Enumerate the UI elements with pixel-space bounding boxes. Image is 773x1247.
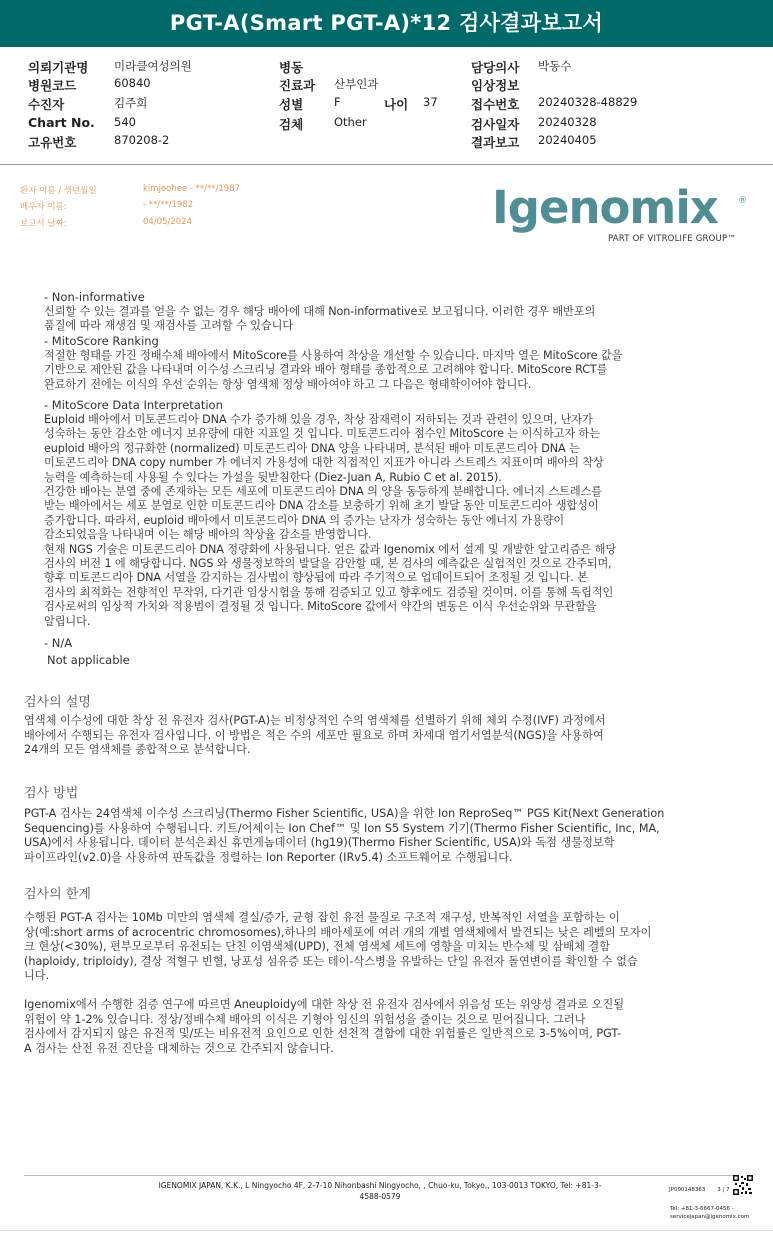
collector-value: 김주희	[114, 96, 148, 110]
text-line: Sequencing)를 사용하여 수행됩니다. 키트/어세이는 Ion Chef™ 및 Ion S5 System 기기(Thermo Fisher Scientific, Inc, MA,	[24, 821, 660, 835]
text-line: 염색체 이수성에 대한 착상 전 유전자 검사(PGT-A)는 비정상적인 수의 염색체를 선별하기 위해 체외 수정(IVF) 과정에서	[24, 714, 606, 727]
page-bottom-divider	[0, 1230, 773, 1231]
test-method-text	[24, 807, 744, 865]
address-line: IGENOMIX JAPAN, K.K., L Ningyocho 4F, 2-7-10 Nihonbashi Ningyocho, , Chuo-ku, Tokyo,, 103-0013 TOKYO, Tel: +81-3-	[158, 1181, 602, 1190]
chart-value: 540	[114, 115, 136, 129]
address-line: 4588-0579	[359, 1192, 401, 1201]
footer-divider	[24, 1175, 749, 1176]
test-limitations-text	[24, 911, 744, 984]
text-line: 검사에서 감지되지 않은 유전적 및/또는 비유전적 요인으로 인한 선천적 결함에 대한 위험률은 일반적으로 3-5%이며, PGT-	[24, 1027, 622, 1041]
specimen-value: Other	[334, 115, 367, 129]
qr-code-icon	[733, 1175, 753, 1195]
specimen-label: 검체	[279, 117, 304, 132]
request-info	[0, 56, 773, 164]
noninformative-text	[44, 305, 744, 334]
text-line: 증가합니다. 따라서, euploid 배아에서 미토콘드리아 DNA 의 증가는 난자가 성숙하는 동안 에너지 가용량이	[44, 513, 565, 527]
doc-code: JP000148363	[669, 1187, 706, 1193]
text-line: 상(예:short arms of acrocentric chromosomes),하나의 배아세포에 여러 개의 개별 염색체에서 발견되는 낮은 레벨의 모자이	[24, 925, 652, 939]
receipt-value: 20240328-48829	[538, 95, 638, 109]
spouse-value: - **/**/1982	[143, 200, 194, 210]
text-line: 적절한 형태를 가진 정배수체 배아에서 MitoScore를 사용하여 착상을 개선할 수 있습니다. 마지막 열은 MitoScore 값을	[44, 349, 623, 362]
collector-label: 수진자	[28, 97, 65, 112]
hospital-value: 미라클여성의원	[114, 59, 192, 73]
test-limitations-text-2	[24, 998, 744, 1056]
text-line: 니다.	[24, 969, 50, 983]
text-line: 파이프라인(v2.0)을 사용하여 판독값을 정렬하는 Ion Reporter (IRv5.4) 소프트웨어로 수행됩니다.	[24, 850, 513, 864]
patient-name-label: 환자 이름 / 생년월일	[20, 186, 97, 196]
text-line: 신뢰할 수 있는 결과를 얻을 수 없는 경우 해당 배아에 대해 Non-informative로 보고됩니다. 이러한 경우 배반포의	[44, 305, 596, 318]
test-limitations-title: 검사의 한계	[24, 887, 91, 902]
logo-tagline: PART OF VITROLIFE GROUP™	[608, 234, 737, 244]
age-label: 나이	[384, 97, 409, 112]
report-date-value: 20240405	[538, 133, 597, 147]
chart-label: Chart No.	[28, 115, 95, 130]
text-line: euploid 배아의 정규화한 (normalized) 미토콘드리아 DNA 양을 나타내며, 분석된 배아 미토콘드리아 DNA 는	[44, 441, 580, 455]
dept-label: 진료과	[279, 78, 316, 93]
mitoscore-ranking-text	[44, 349, 744, 392]
text-line: 검사의 버전 1 에 해당합니다. NGS 와 생물정보학의 발달을 감안할 때, 본 검사의 예측값은 실험적인 것으로 간주되며,	[44, 557, 612, 571]
text-line: 완료하기 전에는 이식의 우선 순위는 항상 염색체 정상 배아여야 하고 그 다음은 형태학이어야 합니다.	[44, 377, 532, 391]
report-title: PGT-A(Smart PGT-A)*12 검사결과보고서	[0, 0, 773, 47]
text-line: 향후 미토콘드리아 DNA 서열을 감지하는 검사법이 향상됨에 따라 주기적으로 업데이트되어 조정될 것 입니다. 본	[44, 571, 588, 585]
text-line: PGT-A 검사는 24염색체 이수성 스크리닝(Thermo Fisher Scientific, USA)을 위한 Ion ReproSeq™ PGS Kit(Next Generation	[24, 807, 665, 820]
text-line: 품질에 따라 재생검 및 재검사를 고려할 수 있습니다	[44, 319, 294, 333]
hospital-label: 의뢰기관명	[28, 60, 89, 75]
text-line: A 검사는 산전 유전 진단을 대체하는 것으로 간주되지 않습니다.	[24, 1041, 334, 1055]
footer-contact	[670, 1205, 749, 1221]
text-line: 수행된 PGT-A 검사는 10Mb 미만의 염색체 결실/증가, 균형 잡힌 유전 물질로 구조적 재구성, 반복적인 서열을 포함하는 이	[24, 911, 620, 924]
logo-registered-mark: ®	[738, 196, 747, 206]
test-date-label: 검사일자	[471, 117, 520, 132]
doctor-value: 박동수	[538, 59, 572, 73]
text-line: USA)에서 사용됩니다. 데이터 분석은최신 휴먼게놈데이터 (hg19)(Thermo Fisher Scientific, USA)와 독점 생물정보학	[24, 836, 615, 850]
na-heading: - N/A	[44, 636, 73, 650]
dept-value: 산부인과	[334, 77, 379, 91]
mitoscore-ranking-heading: - MitoScore Ranking	[44, 334, 159, 348]
footer-doc-code	[669, 1187, 730, 1193]
logo-wordmark: Igenomix	[492, 181, 718, 234]
test-method-title: 검사 방법	[24, 786, 79, 801]
mitoscore-interpretation-heading: - MitoScore Data Interpretation	[44, 398, 223, 412]
test-description-text	[24, 714, 744, 758]
report-date-label-2: 보고서 날짜:	[20, 219, 67, 229]
text-line: 기반으로 제안된 값을 나타내며 이수성 스크리닝 결과와 배아 형태를 종합적으로 고려해야 합니다. MitoScore RCT를	[44, 363, 608, 377]
text-line: (haploidy, triploidy), 결상 적혈구 빈혈, 낭포성 섬유증 또는 테이-삭스병을 유발하는 단일 유전자 돌연변이를 확인할 수 없습	[24, 954, 638, 968]
igenomix-logo	[492, 182, 752, 248]
sex-value: F	[334, 95, 341, 109]
text-line: 받는 배아에서는 세포 분열로 인한 미토콘드리아 DNA 감소를 보충하기 위해 초기 발달 동안 미토콘드리아 생합성이	[44, 499, 599, 513]
ward-label: 병동	[279, 60, 304, 75]
footer-address	[130, 1180, 630, 1202]
hospital-code-label: 병원코드	[28, 78, 77, 93]
info-divider	[0, 164, 773, 165]
na-text: Not applicable	[47, 653, 130, 667]
text-line: Euploid 배아에서 미토콘드리아 DNA 수가 증가해 있을 경우, 착상 잠재력이 저하되는 것과 관련이 있으며, 난자가	[44, 413, 593, 426]
text-line: 미토콘드리아 DNA copy number 가 에너지 가용성에 대한 직접적인 지표가 아니라 스트레스 지표이며 배아의 착상	[44, 456, 604, 470]
sex-label: 성별	[279, 97, 304, 112]
test-description-title: 검사의 설명	[24, 695, 91, 710]
text-line: 감소되었음을 나타내며 이는 해당 배아의 착상율 감소를 반영합니다.	[44, 528, 372, 542]
text-line: 현재 NGS 기술은 미토콘드리아 DNA 정량화에 사용됩니다. 얻은 값과 Igenomix 에서 설계 및 개발한 알고리즘은 해당	[44, 542, 617, 556]
text-line: 건강한 배아는 분열 중에 존재하는 모든 세포에 미토콘드리아 DNA 의 양을 동등하게 분배합니다. 에너지 스트레스를	[44, 485, 603, 499]
clinical-label: 임상정보	[471, 78, 520, 93]
text-line: 능력을 예측하는데 사용될 수 있다는 가설을 뒷받침한다 (Diez-Juan A, Rubio C et al. 2015).	[44, 470, 502, 484]
test-date-value: 20240328	[538, 115, 597, 129]
unique-label: 고유번호	[28, 135, 77, 150]
report-date-label: 결과보고	[471, 135, 520, 150]
receipt-label: 접수번호	[471, 97, 520, 112]
text-line: 알립니다.	[44, 614, 91, 628]
age-value: 37	[423, 95, 438, 109]
text-line: 검사의 최적화는 전향적인 무작위, 다기관 임상시험을 통해 검증되고 있고 향후에도 검증될 것이며. 이를 통해 독립적인	[44, 585, 614, 599]
text-line: Igenomix에서 수행한 검증 연구에 따르면 Aneuploidy에 대한 착상 전 유전자 검사에서 위음성 또는 위양성 결과로 오진될	[24, 998, 625, 1011]
mitoscore-interpretation-text	[44, 413, 744, 629]
text-line: 크 현상(<30%), 편부모로부터 유전되는 단친 이염색체(UPD), 전체 염색체 세트에 영향을 미치는 반수체 및 삼배체 결함	[24, 940, 611, 954]
footer-tel: Tel: +81-3-6667-0456 -	[670, 1206, 734, 1212]
spouse-label: 배우자 이름:	[20, 202, 67, 212]
footer-email: servicejapan@igenomix.com	[670, 1214, 750, 1220]
hospital-code-value: 60840	[114, 76, 151, 90]
noninformative-heading: - Non-informative	[44, 290, 145, 304]
text-line: 성숙하는 동안 감소한 에너지 보유량에 대한 지표일 것 입니다. 미토콘드리아 점수인 MitoScore 는 이식하고자 하는	[44, 427, 600, 441]
doctor-label: 담당의사	[471, 60, 520, 75]
text-line: 24개의 모든 염색체를 종합적으로 분석합니다.	[24, 743, 251, 757]
unique-value: 870208-2	[114, 133, 170, 147]
report-date-value-2: 04/05/2024	[143, 217, 192, 227]
text-line: 검사로써의 임상적 가치와 적용범이 결정될 것 입니다. MitoScore 값에서 약간의 변동은 이식 우선순위와 무관함을	[44, 600, 597, 614]
text-line: 배아에서 수행되는 유전자 검사입니다. 이 방법은 적은 수의 세포만 필요로 하며 차세대 염기서열분석(NGS)을 사용하여	[24, 728, 604, 742]
patient-name-value: kimjoohee - **/**/1987	[143, 184, 241, 194]
text-line: 위험이 약 1-2% 있습니다. 정상/정배수체 배아의 이식은 기형아 임신의 위험성을 줄이는 것으로 믿어집니다. 그러나	[24, 1012, 586, 1026]
page-number: 3 | 7	[717, 1187, 730, 1193]
